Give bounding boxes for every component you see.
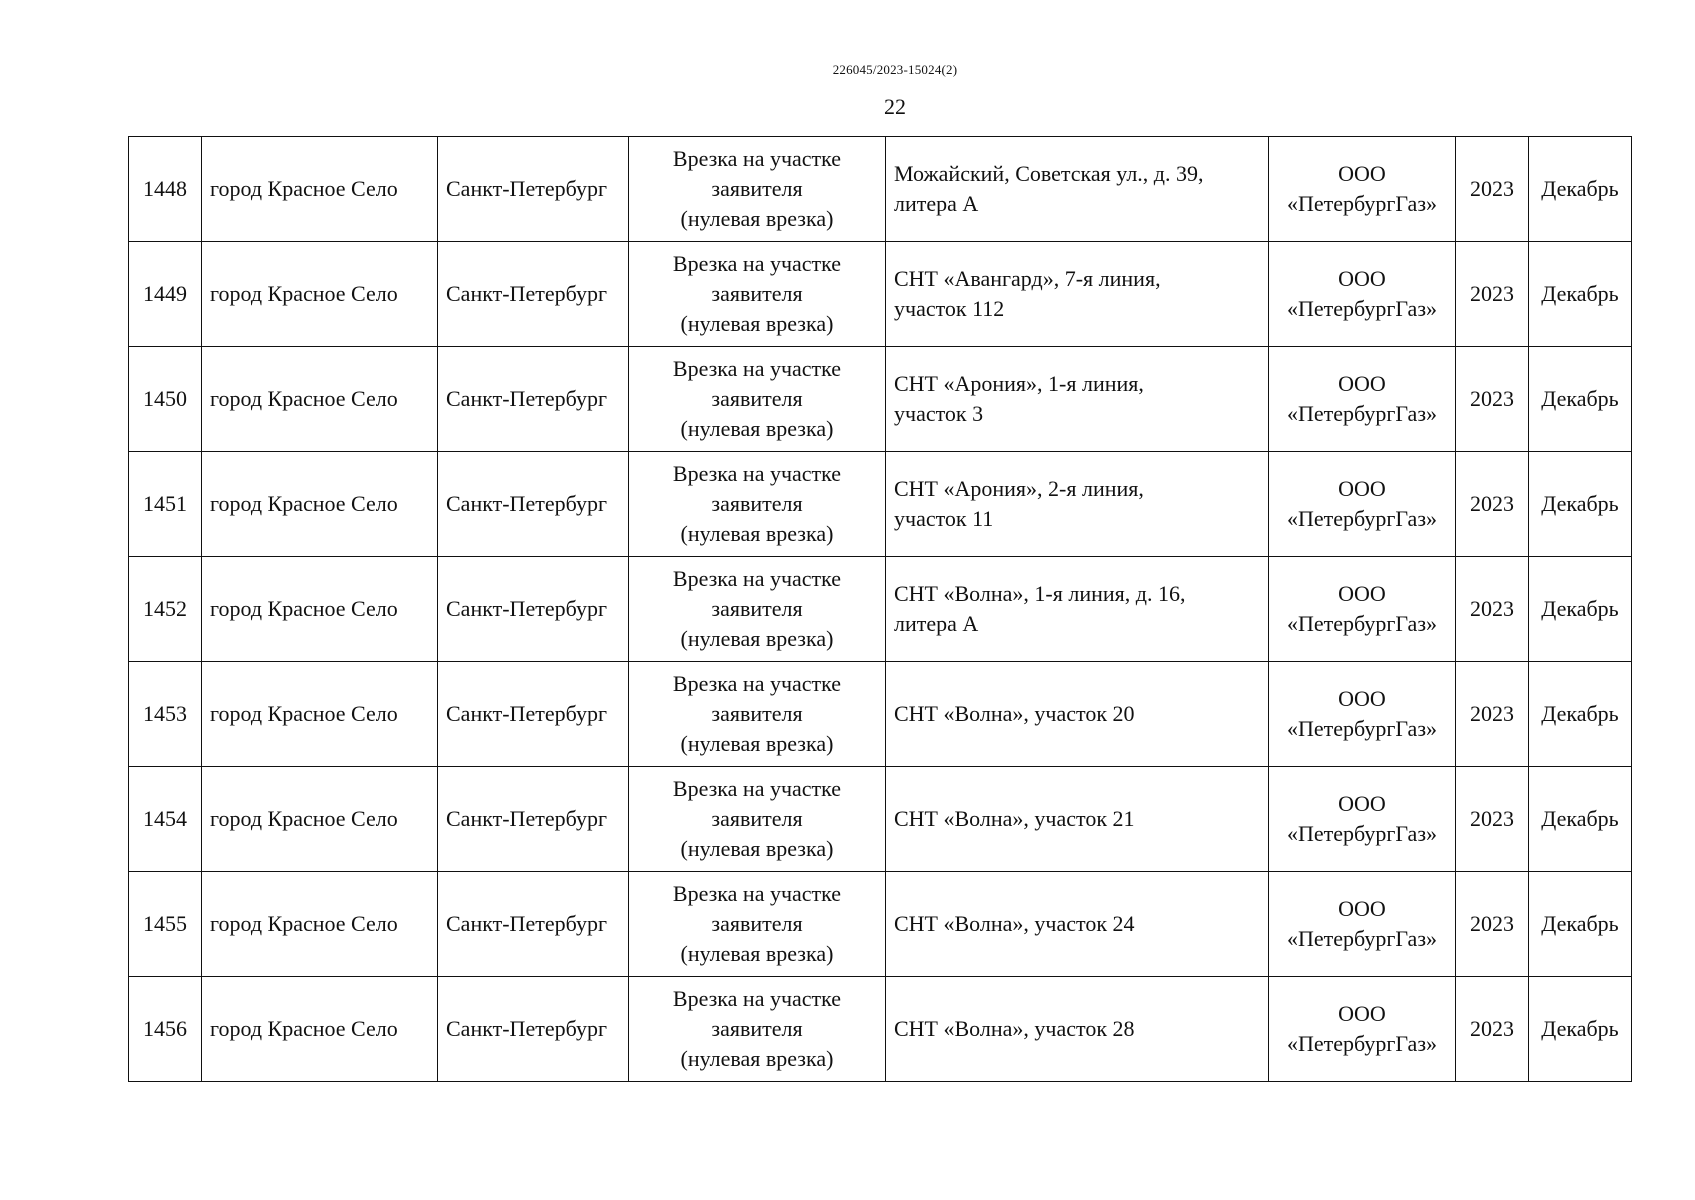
row-number-cell: 1450 [129, 347, 202, 452]
row-number-cell: 1455 [129, 872, 202, 977]
row-number-cell: 1451 [129, 452, 202, 557]
region-cell: Санкт-Петербург [438, 767, 629, 872]
region-cell: Санкт-Петербург [438, 242, 629, 347]
address-line: СНТ «Авангард», 7-я линия, [894, 266, 1161, 291]
work-type-cell [629, 242, 886, 347]
row-number-cell: 1456 [129, 977, 202, 1082]
organization-cell [1269, 977, 1456, 1082]
address-line: Можайский, Советская ул., д. 39, [894, 161, 1204, 186]
month-cell: Декабрь [1529, 137, 1632, 242]
work-type-line: (нулевая врезка) [680, 626, 834, 651]
organization-line: ООО [1338, 791, 1386, 816]
page-number: 22 [884, 94, 906, 119]
address-line: литера А [894, 611, 979, 636]
organization-cell [1269, 767, 1456, 872]
address-line: СНТ «Волна», участок 24 [894, 911, 1135, 936]
address-cell [886, 452, 1269, 557]
table-row [129, 977, 1632, 1082]
settlement-cell: город Красное Село [202, 452, 438, 557]
year-cell: 2023 [1456, 347, 1529, 452]
registry-table-body [129, 137, 1632, 1082]
work-type-line: (нулевая врезка) [680, 1046, 834, 1071]
address-cell [886, 137, 1269, 242]
work-type-line: заявителя [711, 806, 803, 831]
work-type-line: Врезка на участке [672, 461, 842, 486]
row-number-cell: 1448 [129, 137, 202, 242]
organization-cell [1269, 662, 1456, 767]
address-cell [886, 662, 1269, 767]
region-cell: Санкт-Петербург [438, 347, 629, 452]
organization-line: «ПетербургГаз» [1286, 611, 1438, 636]
work-type-cell [629, 452, 886, 557]
address-cell [886, 347, 1269, 452]
settlement-cell: город Красное Село [202, 137, 438, 242]
work-type-line: Врезка на участке [672, 356, 842, 381]
work-type-line: заявителя [711, 281, 803, 306]
organization-line: «ПетербургГаз» [1286, 716, 1438, 741]
organization-cell [1269, 872, 1456, 977]
organization-line: «ПетербургГаз» [1286, 506, 1438, 531]
year-cell: 2023 [1456, 557, 1529, 662]
row-number-cell: 1453 [129, 662, 202, 767]
year-cell: 2023 [1456, 872, 1529, 977]
organization-line: «ПетербургГаз» [1286, 191, 1438, 216]
work-type-line: (нулевая врезка) [680, 836, 834, 861]
settlement-cell: город Красное Село [202, 557, 438, 662]
work-type-line: (нулевая врезка) [680, 416, 834, 441]
organization-line: «ПетербургГаз» [1286, 296, 1438, 321]
row-number-cell: 1454 [129, 767, 202, 872]
organization-cell [1269, 242, 1456, 347]
work-type-line: заявителя [711, 911, 803, 936]
region-cell: Санкт-Петербург [438, 977, 629, 1082]
organization-cell [1269, 452, 1456, 557]
work-type-line: Врезка на участке [672, 986, 842, 1011]
work-type-line: (нулевая врезка) [680, 731, 834, 756]
work-type-line: (нулевая врезка) [680, 941, 834, 966]
address-line: участок 11 [894, 506, 994, 531]
month-cell: Декабрь [1529, 452, 1632, 557]
work-type-cell [629, 662, 886, 767]
settlement-cell: город Красное Село [202, 977, 438, 1082]
work-type-line: заявителя [711, 596, 803, 621]
work-type-line: Врезка на участке [672, 251, 842, 276]
work-type-line: заявителя [711, 1016, 803, 1041]
organization-line: ООО [1338, 476, 1386, 501]
work-type-line: Врезка на участке [672, 146, 842, 171]
table-row [129, 872, 1632, 977]
month-cell: Декабрь [1529, 767, 1632, 872]
organization-line: ООО [1338, 1001, 1386, 1026]
address-line: СНТ «Волна», участок 21 [894, 806, 1135, 831]
organization-line: ООО [1338, 581, 1386, 606]
work-type-line: (нулевая врезка) [680, 311, 834, 336]
work-type-line: Врезка на участке [672, 566, 842, 591]
region-cell: Санкт-Петербург [438, 452, 629, 557]
year-cell: 2023 [1456, 977, 1529, 1082]
organization-line: «ПетербургГаз» [1286, 1031, 1438, 1056]
work-type-line: (нулевая врезка) [680, 206, 834, 231]
region-cell: Санкт-Петербург [438, 137, 629, 242]
address-cell [886, 767, 1269, 872]
year-cell: 2023 [1456, 242, 1529, 347]
organization-line: ООО [1338, 266, 1386, 291]
address-line: СНТ «Арония», 2-я линия, [894, 476, 1144, 501]
row-number-cell: 1449 [129, 242, 202, 347]
work-type-line: Врезка на участке [672, 881, 842, 906]
address-line: СНТ «Волна», участок 28 [894, 1016, 1135, 1041]
address-line: СНТ «Волна», участок 20 [894, 701, 1135, 726]
table-row [129, 557, 1632, 662]
settlement-cell: город Красное Село [202, 347, 438, 452]
organization-cell [1269, 137, 1456, 242]
address-cell [886, 872, 1269, 977]
region-cell: Санкт-Петербург [438, 557, 629, 662]
settlement-cell: город Красное Село [202, 872, 438, 977]
organization-line: ООО [1338, 371, 1386, 396]
organization-line: «ПетербургГаз» [1286, 401, 1438, 426]
work-type-line: заявителя [711, 176, 803, 201]
work-type-line: заявителя [711, 701, 803, 726]
address-line: литера А [894, 191, 979, 216]
organization-line: ООО [1338, 896, 1386, 921]
registry-table [128, 136, 1632, 1082]
address-cell [886, 242, 1269, 347]
organization-line: «ПетербургГаз» [1286, 926, 1438, 951]
work-type-line: Врезка на участке [672, 671, 842, 696]
address-line: участок 112 [894, 296, 1005, 321]
table-row [129, 347, 1632, 452]
month-cell: Декабрь [1529, 872, 1632, 977]
address-line: участок 3 [894, 401, 984, 426]
work-type-cell [629, 347, 886, 452]
settlement-cell: город Красное Село [202, 242, 438, 347]
table-row [129, 242, 1632, 347]
table-row [129, 662, 1632, 767]
table-row [129, 452, 1632, 557]
month-cell: Декабрь [1529, 557, 1632, 662]
table-row [129, 137, 1632, 242]
year-cell: 2023 [1456, 452, 1529, 557]
address-line: СНТ «Арония», 1-я линия, [894, 371, 1144, 396]
work-type-line: (нулевая врезка) [680, 521, 834, 546]
organization-cell [1269, 347, 1456, 452]
work-type-cell [629, 977, 886, 1082]
month-cell: Декабрь [1529, 347, 1632, 452]
organization-line: ООО [1338, 686, 1386, 711]
settlement-cell: город Красное Село [202, 662, 438, 767]
table-row [129, 767, 1632, 872]
work-type-cell [629, 872, 886, 977]
organization-line: ООО [1338, 161, 1386, 186]
month-cell: Декабрь [1529, 977, 1632, 1082]
year-cell: 2023 [1456, 767, 1529, 872]
region-cell: Санкт-Петербург [438, 872, 629, 977]
organization-cell [1269, 557, 1456, 662]
document-id: 226045/2023-15024(2) [832, 62, 958, 77]
month-cell: Декабрь [1529, 242, 1632, 347]
work-type-line: заявителя [711, 491, 803, 516]
address-cell [886, 557, 1269, 662]
row-number-cell: 1452 [129, 557, 202, 662]
year-cell: 2023 [1456, 137, 1529, 242]
work-type-line: Врезка на участке [672, 776, 842, 801]
year-cell: 2023 [1456, 662, 1529, 767]
address-line: СНТ «Волна», 1-я линия, д. 16, [894, 581, 1186, 606]
region-cell: Санкт-Петербург [438, 662, 629, 767]
work-type-cell [629, 137, 886, 242]
work-type-cell [629, 557, 886, 662]
address-cell [886, 977, 1269, 1082]
work-type-line: заявителя [711, 386, 803, 411]
organization-line: «ПетербургГаз» [1286, 821, 1438, 846]
work-type-cell [629, 767, 886, 872]
settlement-cell: город Красное Село [202, 767, 438, 872]
month-cell: Декабрь [1529, 662, 1632, 767]
